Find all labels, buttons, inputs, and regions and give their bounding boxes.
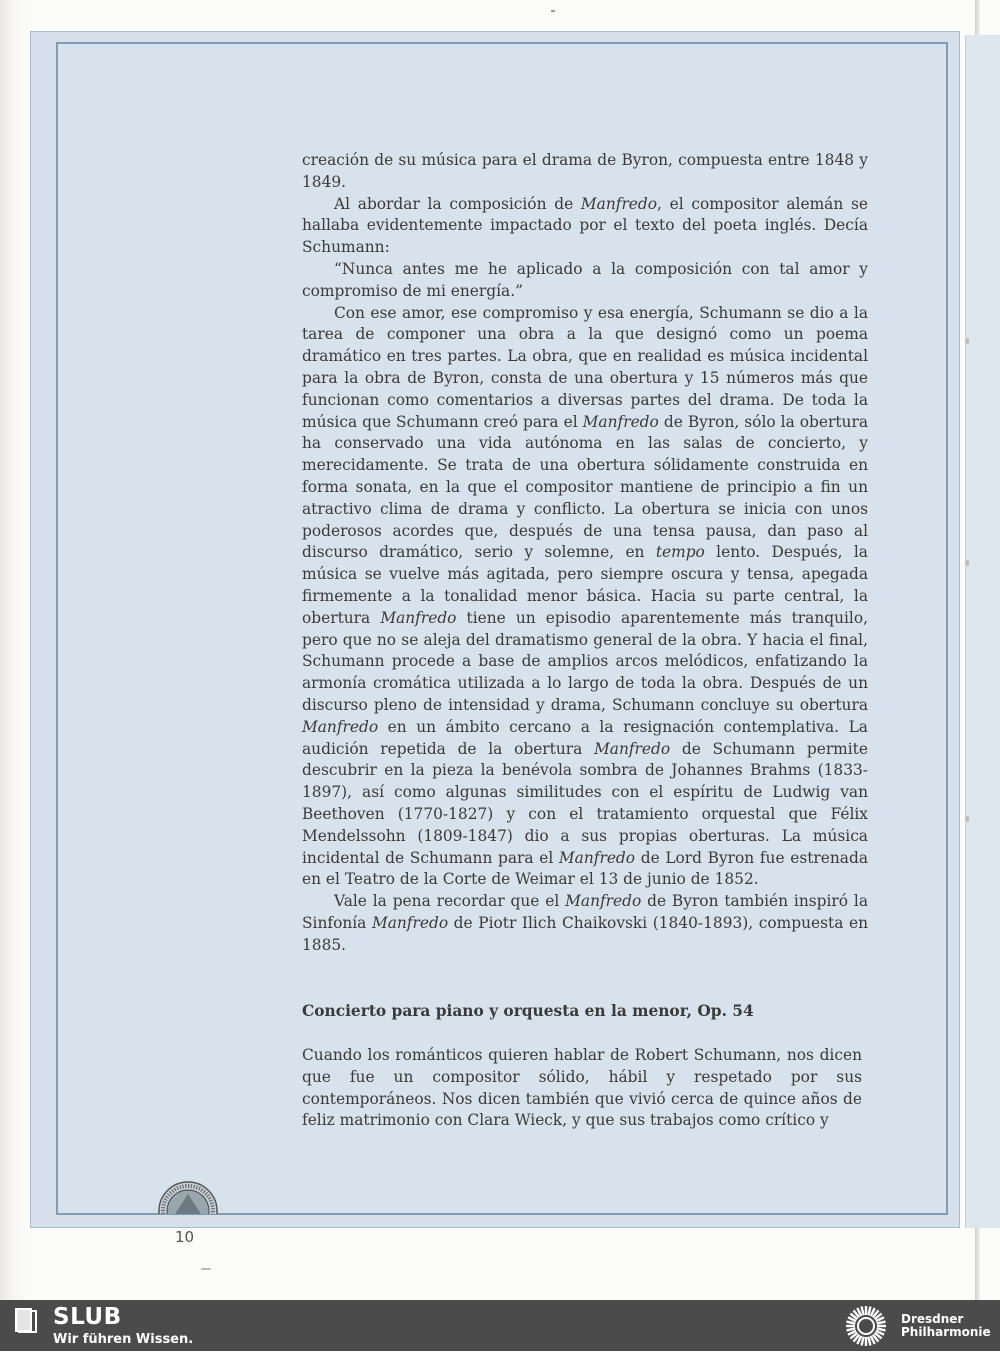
text-run: de Byron también inspiró la Sinfonía	[302, 892, 868, 932]
text-run: de Schumann permite descubrir en la pieza la benévola sombra de Johannes Brahms (1833-1897), así como algunas similitudes con el espíritu de Ludwig van Beethoven (1770-1827) y con el tratamiento orquestal que Félix Mendelssohn (1809-1847) dio a sus propias oberturas. La música incidental de Schumann para el	[302, 739, 868, 867]
italic-title: Manfredo	[380, 608, 457, 627]
page-number: 10	[175, 1228, 195, 1246]
italic-title: Manfredo	[371, 913, 449, 932]
body-paragraph	[302, 303, 868, 892]
text-run: Vale la pena recordar que el	[334, 892, 566, 911]
italic-title: Manfredo	[582, 412, 659, 431]
sunburst-ray	[877, 1328, 886, 1330]
scan-mark	[551, 10, 555, 12]
slub-logo-text: SLUB	[53, 1304, 122, 1330]
book-icon	[14, 1306, 40, 1334]
section-heading: Concierto para piano y orquesta en la menor, Op. 54	[302, 1002, 754, 1020]
sunburst-ray	[847, 1328, 856, 1330]
italic-title: Manfredo	[565, 892, 642, 911]
text-run: , el compositor alemán se hallaba evidentemente impactado por el texto del poeta inglés. Decía Schumann:	[302, 194, 868, 257]
text-run: de Byron, sólo la obertura ha conservado una vida autónoma en las salas de concierto, y merecidamente. Se trata de una obertura sólidamente construida en forma sonata, en la que el compositor mantiene de principio a fin un atractivo clima de drama y conflicto. La obertura se inicia con unos poderosos acordes que, después de una tensa pausa, dan paso al discurso dramático, serio y solemne, en	[302, 412, 868, 562]
partner-logo-text	[901, 1313, 991, 1339]
italic-title: tempo	[655, 543, 705, 562]
sunburst-ray	[847, 1322, 856, 1324]
scan-speck	[966, 560, 969, 566]
text-run: “Nunca antes me he aplicado a la composición con tal amor y compromiso de mi energía.”	[302, 259, 868, 300]
body-paragraph	[302, 194, 868, 259]
body-paragraph	[302, 259, 868, 303]
scan-speck	[201, 1268, 211, 1270]
italic-title: Manfredo	[558, 848, 636, 867]
text-run: de Piotr Ilich Chaikovski (1840-1893), compuesta en 1885.	[302, 913, 868, 954]
scan-speck	[966, 338, 969, 344]
text-run: lento. Después, la música se vuelve más agitada, pero siempre oscura y tensa, apegada firmemente a la tonalidad menor básica. Hacia su parte central, la obertura	[302, 543, 868, 627]
text-run: tiene un episodio aparentemente más tranquilo, pero que no se aleja del dramatismo general de la obra. Y hacia el final, Schumann procede a base de amplios arcos melódicos, enfatizando la armonía cromática utilizada a lo largo de toda la obra. Después de un discurso pleno de intensidad y drama, Schumann concluye su obertura	[302, 608, 868, 714]
sunburst-ray	[877, 1322, 886, 1324]
sunburst-ray	[868, 1337, 870, 1346]
body-paragraph	[302, 891, 868, 956]
italic-title: Manfredo	[580, 194, 658, 213]
sunburst-ray	[862, 1337, 864, 1346]
body-paragraph	[302, 150, 868, 194]
italic-title: Manfredo	[302, 717, 379, 736]
seal-emblem	[157, 1180, 219, 1214]
text-run: de Lord Byron fue estrenada en el Teatro de la Corte de Weimar el 13 de junio de 1852.	[302, 848, 868, 889]
text-run: creación de su música para el drama de Byron, compuesta entre 1848 y 1849.	[302, 151, 868, 191]
body-text	[302, 150, 868, 956]
sunburst-icon	[840, 1304, 892, 1348]
section-paragraph: Cuando los románticos quieren hablar de Robert Schumann, nos dicen que fue un compositor sólido, hábil y respetado por sus contemporáneos. Nos dicen también que vivió cerca de quince años de feliz matrimonio con Clara Wieck, y que sus trabajos como crítico y	[302, 1046, 862, 1130]
partner-name-line2: Philharmonie	[901, 1325, 991, 1339]
sunburst-ray	[862, 1307, 864, 1316]
text-run: Al abordar la composición de	[334, 194, 581, 213]
text-run: Con ese amor, ese compromiso y esa energía, Schumann se dio a la tarea de componer una obra a la que designó como un poema dramático en tres partes. La obra, que en realidad es música incidental para la obra de Byron, consta de una obertura y 15 números más que funcionan como comentarios a diversas partes del drama. De toda la música que Schumann creó para el	[302, 303, 868, 431]
sunburst-core	[858, 1318, 874, 1334]
slub-tagline: Wir führen Wissen.	[53, 1332, 194, 1347]
sunburst-ray	[868, 1307, 870, 1316]
scan-speck	[966, 816, 969, 822]
next-page-edge	[965, 35, 1000, 1228]
italic-title: Manfredo	[594, 739, 671, 758]
partner-name-line1: Dresdner	[901, 1312, 964, 1326]
text-run: en un ámbito cercano a la resignación contemplativa. La audición repetida de la obertura	[302, 717, 868, 758]
